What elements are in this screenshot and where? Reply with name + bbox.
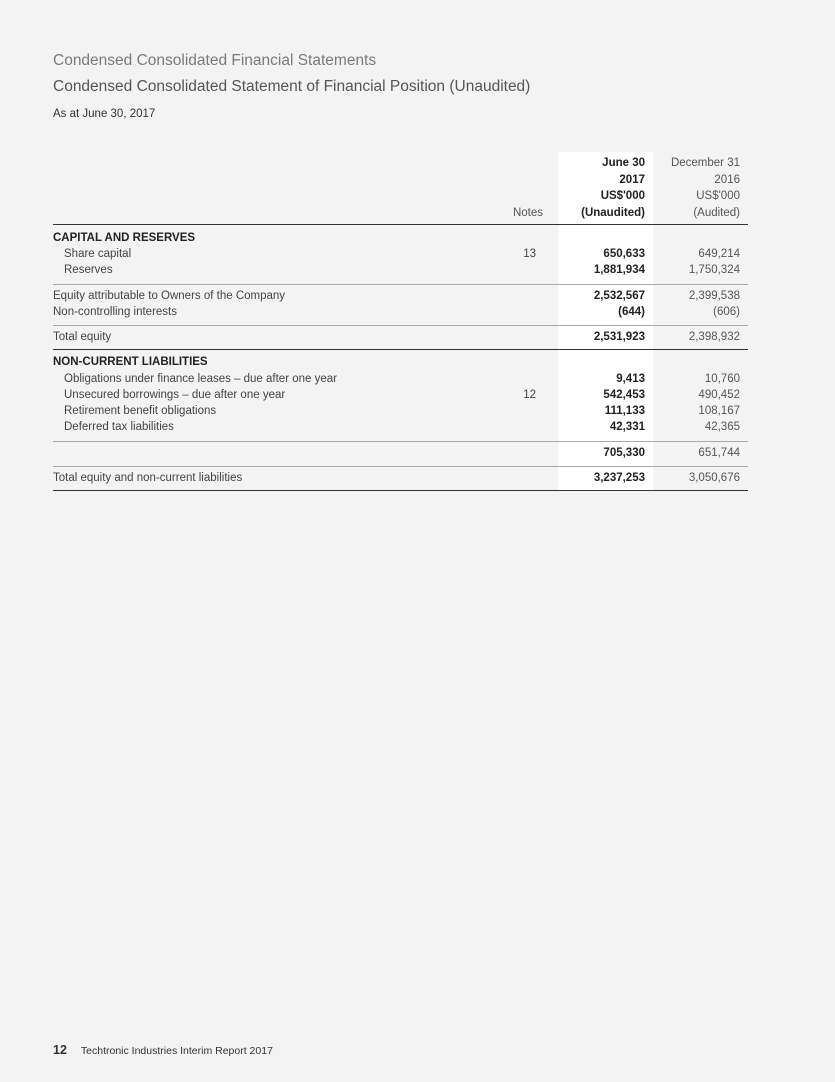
- row-label: Non-controlling interests: [53, 306, 178, 318]
- row-label: Total equity: [53, 331, 112, 343]
- row-prior-value: 108,167: [698, 405, 740, 417]
- row-prior-value: (606): [713, 306, 740, 318]
- row-prior-value: 3,050,676: [688, 472, 740, 484]
- row-label: Total equity and non-current liabilities: [53, 472, 243, 484]
- subtotal-prior-value: 651,744: [698, 447, 740, 459]
- row-label: Unsecured borrowings – due after one year: [64, 389, 286, 401]
- current-header-unit: US$'000: [600, 190, 645, 202]
- section-non-current-liabilities: NON-CURRENT LIABILITIES: [53, 356, 208, 368]
- page-footer: [53, 1043, 273, 1057]
- row-divider: [53, 284, 748, 285]
- table-row: [53, 389, 748, 405]
- row-current-value: 111,133: [604, 405, 645, 417]
- header-rule: [53, 224, 748, 225]
- table-row: [53, 421, 748, 437]
- row-prior-value: 2,399,538: [688, 290, 740, 302]
- row-divider: [53, 466, 748, 467]
- table-row: [53, 290, 748, 306]
- footer-publication: Techtronic Industries Interim Report 2017: [80, 1045, 273, 1057]
- row-current-value: 3,237,253: [593, 472, 645, 484]
- subtotal-current-value: 705,330: [603, 447, 645, 459]
- row-note: 13: [523, 248, 536, 260]
- row-current-value: 650,633: [603, 248, 645, 260]
- row-label: Obligations under finance leases – due after one year: [64, 373, 337, 385]
- row-prior-value: 10,760: [704, 373, 740, 385]
- table-row: [53, 306, 748, 322]
- row-current-value: 2,532,567: [593, 290, 645, 302]
- row-current-value: (644): [618, 306, 645, 318]
- prior-header-month: December 31: [670, 157, 740, 169]
- prior-header-year: 2016: [714, 174, 740, 186]
- row-current-value: 2,531,923: [593, 331, 645, 343]
- row-label: Reserves: [64, 264, 113, 276]
- row-current-value: 1,881,934: [593, 264, 645, 276]
- page-number: 12: [53, 1043, 67, 1057]
- row-current-value: 542,453: [603, 389, 645, 401]
- row-prior-value: 490,452: [698, 389, 740, 401]
- row-prior-value: 42,365: [704, 421, 740, 433]
- total-equity-rule: [53, 349, 748, 350]
- row-current-value: 42,331: [609, 421, 645, 433]
- row-current-value: 9,413: [616, 373, 645, 385]
- row-label: Equity attributable to Owners of the Company: [53, 290, 286, 302]
- row-prior-value: 649,214: [698, 248, 740, 260]
- grand-total-row: [53, 472, 748, 488]
- notes-header: Notes: [512, 207, 543, 219]
- statement-title: Condensed Consolidated Statement of Financial Position (Unaudited): [53, 78, 531, 95]
- row-label: Share capital: [64, 248, 132, 260]
- row-divider: [53, 325, 748, 326]
- table-row: [53, 248, 748, 264]
- current-header-month: June 30: [602, 157, 645, 169]
- grand-total-rule: [53, 490, 748, 491]
- report-section-title: Condensed Consolidated Financial Statements: [53, 52, 377, 69]
- row-prior-value: 2,398,932: [688, 331, 740, 343]
- statement-date: As at June 30, 2017: [53, 108, 156, 120]
- table-row: [53, 264, 748, 280]
- table-row: [53, 373, 748, 389]
- subtotal-row: [53, 447, 748, 463]
- row-label: Retirement benefit obligations: [64, 405, 217, 417]
- current-header-status: (Unaudited): [581, 207, 645, 219]
- row-note: 12: [523, 389, 536, 401]
- prior-header-unit: US$'000: [696, 190, 740, 202]
- table-row: [53, 405, 748, 421]
- row-label: Deferred tax liabilities: [64, 421, 174, 433]
- section-capital-reserves: CAPITAL AND RESERVES: [53, 232, 196, 244]
- row-prior-value: 1,750,324: [688, 264, 740, 276]
- current-header-year: 2017: [619, 174, 645, 186]
- row-divider: [53, 441, 748, 442]
- table-row: [53, 331, 748, 347]
- prior-header-status: (Audited): [693, 207, 740, 219]
